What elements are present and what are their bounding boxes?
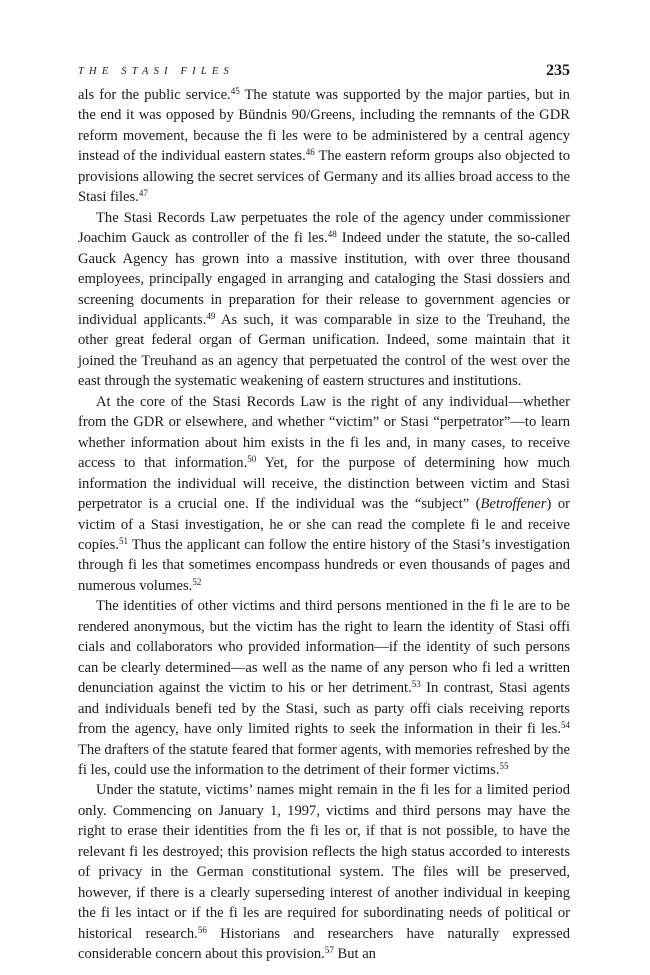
text-run: In contrast, Stasi agents and individuals benefi ted by the Stasi, such as party offi cials receiving reports from the agency, have only limited rights to seek the information in their fi les. xyxy=(78,680,571,738)
italic-term: Betroffener xyxy=(480,496,547,513)
text-run: The Stasi Records Law perpetuates the role of the agency under commissioner Joachim Gauck as controller of the fi les. xyxy=(78,209,570,247)
text-run: Thus the applicant can follow the entire history of the Stasi’s investigation through fi les that sometimes encompass hundreds or even thousands of pages and numerous volumes. xyxy=(78,536,570,594)
footnote-ref: 57 xyxy=(324,945,334,956)
text-run: At the core of the Stasi Records Law is the right of any individual—whether from the GDR or elsewhere, and whether “victim” or Stasi “perpetrator”—to learn whether information about him exists in the fi les and, in many cases, to receive access to that information. xyxy=(78,393,570,472)
footnote-ref: 53 xyxy=(411,679,421,690)
footnote-ref: 51 xyxy=(118,535,128,546)
text-run: The eastern reform groups also objected to provisions allowing the secret services of Germany and its allies broad access to the Stasi files. xyxy=(78,148,571,206)
body-text xyxy=(78,85,570,964)
footnote-ref: 50 xyxy=(247,454,257,465)
text-run: The drafters of the statute feared that former agents, with memories refreshed by the fi les, could use the information to the detriment of their former victims. xyxy=(78,741,570,778)
footnote-ref: 54 xyxy=(561,720,570,731)
footnote-ref: 56 xyxy=(197,924,207,935)
paragraph xyxy=(78,596,570,780)
footnote-ref: 48 xyxy=(327,229,337,240)
text-run: Under the statute, victims’ names might remain in the fi les for a limited period only. Commencing on January 1, 1997, victims and third persons may have the right to erase their identities from the fi les or, if that is not possible, to have the relevant fi les destroyed; this provision reflects the high status accorded to interests of privacy in the German constitutional system. The files will be preserved, however, if there is a clearly superseding interest of another individual in keeping the fi les intact or if the fi les are required for subordinating needs of political or historical research. xyxy=(78,782,570,942)
paragraph xyxy=(78,85,570,208)
footnote-ref: 47 xyxy=(138,188,148,199)
text-run: Indeed under the statute, the so-called Gauck Agency has grown into a massive institution, with over three thousand employees, principally engaged in arranging and cataloging the Stasi dossiers and screening documents in preparation for their release to government agencies or individual applicants. xyxy=(78,230,570,328)
running-head xyxy=(78,62,570,82)
footnote-ref: 45 xyxy=(230,86,240,96)
text-run: But an xyxy=(333,946,376,963)
footnote-ref: 46 xyxy=(305,147,315,158)
footnote-ref: 55 xyxy=(499,760,509,771)
footnote-ref: 49 xyxy=(206,310,216,321)
page-number: 235 xyxy=(546,62,570,79)
text-run: The identities of other victims and third persons mentioned in the fi le are to be rendered anonymous, but the victim has the right to learn the identity of Stasi offi cials and collaborators who provided information—if the identity of such persons can be clearly determined—as well as the name of any person who fi led a written denunciation against the victim to his or her detriment. xyxy=(78,598,570,697)
text-run: The statute was supported by the major parties, but in the end it was opposed by Bündnis 90/Greens, including the remnants of the GDR reform movement, because the fi les were to be administered by a central agency instead of the individual eastern states. xyxy=(78,87,570,165)
running-title: THE STASI FILES xyxy=(78,66,234,77)
paragraph xyxy=(78,780,570,964)
text-run: Historians and researchers have naturally expressed considerable concern about this provision. xyxy=(78,925,570,963)
paragraph xyxy=(78,392,570,597)
text-run: Yet, for the purpose of determining how much information the individual will receive, the distinction between victim and Stasi perpetrator is a crucial one. If the individual was the “subject” ( xyxy=(78,455,570,513)
text-run: als for the public service. xyxy=(78,87,231,103)
paragraph xyxy=(78,208,570,392)
text-run: ) or victim of a Stasi investigation, he or she can read the complete fi le and receive copies. xyxy=(78,496,570,553)
text-run: As such, it was comparable in size to the Treuhand, the other great federal organ of German unification. Indeed, some maintain that it joined the Treuhand as an agency that perpetuated the control of the west over the east through the systematic weakening of eastern structures and institutions. xyxy=(78,311,570,390)
footnote-ref: 52 xyxy=(192,576,202,587)
